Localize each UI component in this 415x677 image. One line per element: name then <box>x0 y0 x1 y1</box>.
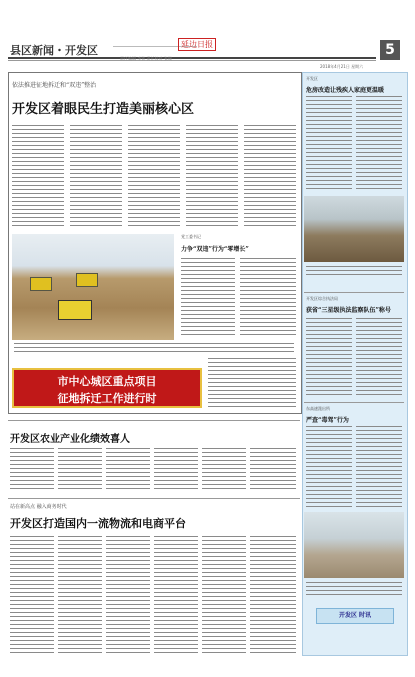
feature-headline: 开发区着眼民生打造美丽核心区 <box>12 102 195 117</box>
side-body-continued <box>208 358 296 408</box>
right-story1-col-1 <box>306 96 352 192</box>
side-kicker: 党工委书记 <box>181 234 201 239</box>
editor-note: 责任编辑 李铁 责任校对 张瑞 <box>120 56 172 61</box>
slogan-line-1: 市中心城区重点项目 <box>57 375 157 388</box>
logistics-body-col-4 <box>154 536 198 654</box>
agri-body-col-6 <box>250 448 296 492</box>
side-body-col-1 <box>181 258 235 338</box>
right-story2-col-2 <box>356 318 402 396</box>
volunteers-photo <box>304 196 404 262</box>
right-story3-kicker: 东高速派出所 <box>306 406 330 411</box>
right-divider <box>304 402 404 403</box>
agri-body-col-3 <box>106 448 150 492</box>
slogan-line-2: 征地拆迁工作进行时 <box>57 392 157 405</box>
agri-body-col-5 <box>202 448 246 492</box>
photo-caption <box>14 343 294 355</box>
loader-icon <box>58 300 92 320</box>
logistics-body-col-1 <box>10 536 54 654</box>
children-play-photo <box>304 512 404 578</box>
right-story2-kicker: 开发区综合执法局 <box>306 296 338 301</box>
right-photo2-caption <box>306 582 402 596</box>
side-headline: 力争“双违”行为“零增长” <box>181 246 249 253</box>
feature-body-col-3 <box>128 125 180 227</box>
logistics-body-col-2 <box>58 536 102 654</box>
right-story3-headline: 严查“毒驾”行为 <box>306 417 349 424</box>
feature-body-col-4 <box>186 125 238 227</box>
section-divider <box>8 498 300 499</box>
excavator-icon <box>76 273 98 287</box>
right-story3-col-2 <box>356 426 402 508</box>
right-story1-headline: 危房改造让残疾人家庭更温暖 <box>306 87 385 94</box>
right-story1-kicker: 开发区 <box>306 76 318 81</box>
feature-body-col-2 <box>70 125 122 227</box>
right-divider <box>304 292 404 293</box>
logistics-body-col-6 <box>250 536 296 654</box>
right-story1-col-2 <box>356 96 402 192</box>
right-photo1-caption <box>306 266 402 276</box>
slogan-banner <box>12 368 202 408</box>
logistics-headline: 开发区打造国内一流物流和电商平台 <box>10 517 186 530</box>
right-story2-headline: 获省“三星级执法监察队伍”称号 <box>306 307 391 314</box>
feature-body-col-5 <box>244 125 296 227</box>
side-body-col-2 <box>240 258 296 338</box>
agri-body-col-1 <box>10 448 54 492</box>
newspaper-logo: 延边日报 <box>178 38 216 51</box>
header-rule-thin <box>8 60 376 61</box>
logistics-body-col-5 <box>202 536 246 654</box>
column-signature: 开发区 时讯 <box>316 608 394 624</box>
right-story3-col-1 <box>306 426 352 508</box>
header-rule <box>8 57 376 59</box>
feature-body-col-1 <box>12 125 64 227</box>
agri-body-col-2 <box>58 448 102 492</box>
agriculture-headline: 开发区农业产业化绩效喜人 <box>10 434 130 445</box>
excavator-icon <box>30 277 52 291</box>
right-story2-col-1 <box>306 318 352 396</box>
feature-kicker: 依法推进征地拆迁和“双违”整治 <box>12 82 97 89</box>
issue-date: 2018年4月21日 星期六 <box>320 64 364 69</box>
page-number: 5 <box>380 40 400 60</box>
logistics-kicker: 站在新高点 融入商务时代 <box>10 504 67 510</box>
section-title: 县区新闻・开发区 <box>10 44 98 57</box>
section-divider <box>8 420 300 421</box>
agri-body-col-4 <box>154 448 198 492</box>
logistics-body-col-3 <box>106 536 150 654</box>
